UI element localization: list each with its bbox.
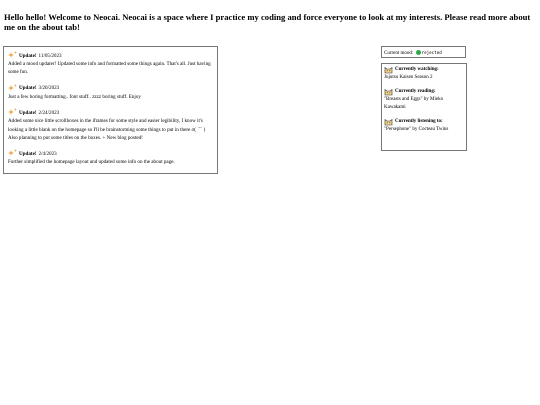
sparkle-icon — [8, 51, 18, 60]
cat-face-icon — [384, 66, 393, 74]
update-text: Added some nice little scrollboxes in the iframes for some style and easier legibility, I know it's looking a little blank on the homepage so I'll be brainstorming some things to put in there σ( ˙˘˙ ) Also planning to put some titles on the boxes. + New blog posted! — [8, 118, 206, 142]
update-entry — [8, 84, 213, 101]
reading-section — [384, 88, 464, 112]
update-date: 2/24/2023 — [38, 109, 60, 116]
status-box[interactable] — [381, 63, 467, 151]
listening-label: Currently listening to: — [395, 119, 443, 124]
reading-value: "Breasts and Eggs" by Mieko Kawakami — [384, 97, 444, 110]
mood-box — [381, 46, 466, 58]
update-label: Update! — [19, 52, 37, 59]
updates-scrollbox[interactable] — [3, 46, 218, 174]
update-entry — [8, 108, 213, 142]
listening-section — [384, 118, 464, 134]
update-date: 2/4/2023 — [38, 151, 57, 158]
update-entry — [8, 149, 213, 166]
sparkle-icon — [8, 149, 18, 158]
mood-label: Current mood: — [384, 51, 414, 56]
green-circle-icon — [416, 50, 421, 55]
reading-label: Currently reading: — [395, 89, 436, 94]
update-text: Further simplified the homepage layout and updated some info on the about page. — [8, 159, 175, 166]
update-text: Added a mood updater! Updated some info and formatted some things again. That's all. Just having some fun. — [8, 61, 211, 76]
update-label: Update! — [19, 109, 37, 116]
update-label: Update! — [19, 151, 37, 158]
update-label: Update! — [19, 85, 37, 92]
listening-value: "Persephone" by Cocteau Twins — [384, 127, 449, 132]
cat-face-icon — [384, 88, 393, 96]
watching-value: Jujutsu Kaisen Season 2 — [384, 75, 433, 80]
update-text: Just a few boring formatting.. font stuff.. zzzz boring stuff. Enjoy — [8, 93, 141, 100]
update-date: 11/05/2023 — [38, 52, 62, 59]
watching-section — [384, 66, 464, 82]
sparkle-icon — [8, 108, 18, 117]
welcome-heading: Hello hello! Welcome to Neocai. Neocai is a space where I practice my coding and force everyone to look at my interests. Please read more about me on the about tab! — [4, 12, 531, 32]
watching-label: Currently watching: — [395, 67, 439, 72]
sparkle-icon — [8, 84, 18, 93]
update-date: 3/20/2023 — [38, 85, 60, 92]
update-entry — [8, 51, 213, 77]
cat-face-icon — [384, 118, 393, 126]
mood-value: rejected — [421, 50, 442, 55]
